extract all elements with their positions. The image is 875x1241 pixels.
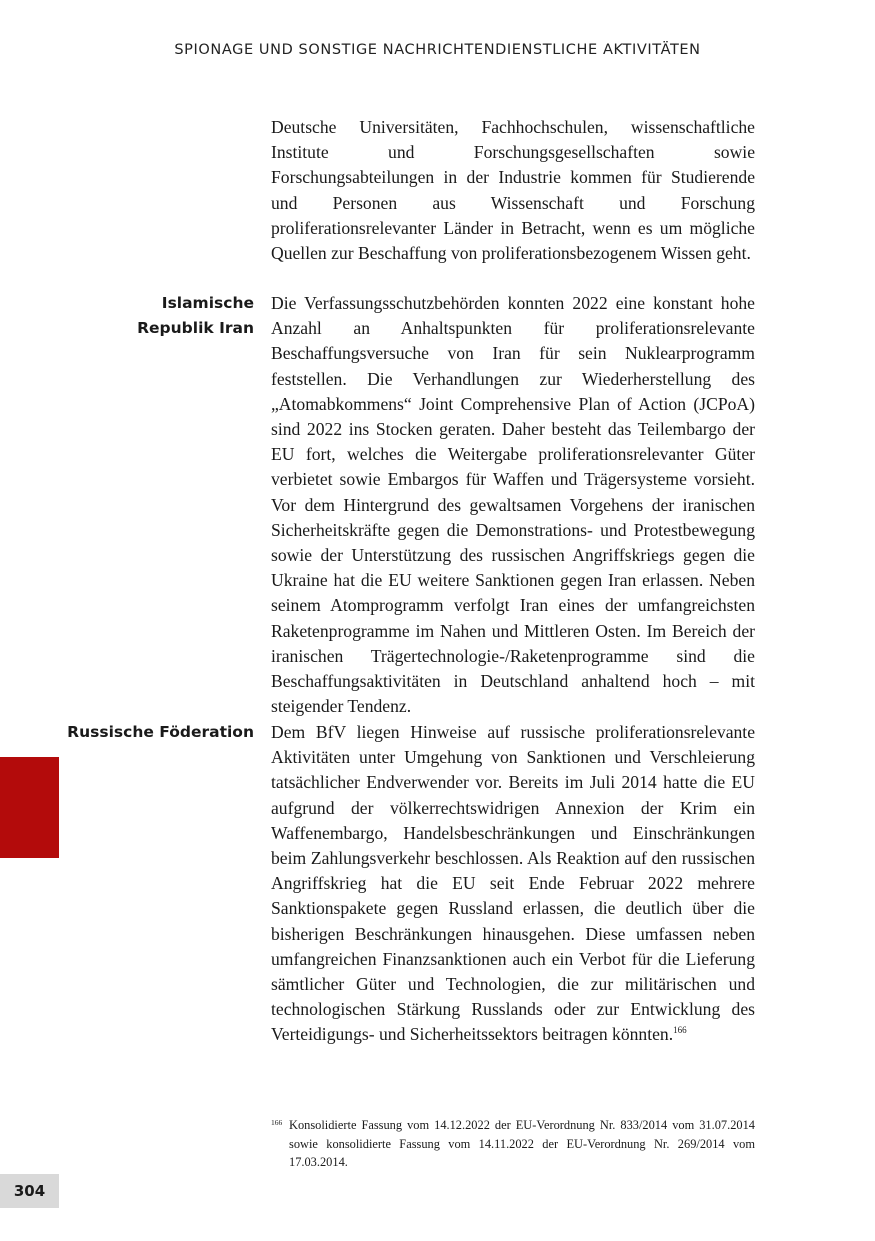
- section-heading-iran-line-2: Republik Iran: [137, 319, 254, 338]
- running-header: SPIONAGE UND SONSTIGE NACHRICHTENDIENSTLICHE AKTIVITÄTEN: [174, 42, 701, 58]
- iran-paragraph: Die Verfassungsschutzbehörden konnten 2022 eine konstant hohe Anzahl an Anhaltspunkten für proliferationsrelevante Beschaffungsversuche von Iran für sein Nuklearprogramm feststellen. Die Verhandlungen zur Wiederherstellung des „Atomabkommens“ Joint Comprehensive Plan of Action (JCPoA) sind 2022 ins Stocken geraten. Daher besteht das Teilembargo der EU fort, welches die Weitergabe proliferationsrelevanter Güter verbietet sowie Embargos für Waffen und Trägersysteme vorsieht. Vor dem Hintergrund des gewaltsamen Vorgehens der iranischen Sicherheitskräfte gegen die Demonstrations- und Protestbewegung sowie der Unterstützung des russischen Angriffskriegs gegen die Ukraine hat die EU weitere Sanktionen gegen Iran erlassen. Neben seinem Atomprogramm verfolgt Iran eines der umfangreichsten Raketenprogramme im Nahen und Mittleren Osten. Im Bereich der iranischen Trägertechnologie-/Raketenprogramme sind die Beschaffungsaktivitäten in Deutschland anhaltend hoch – mit steigender Tendenz.: [271, 293, 755, 717]
- section-heading-russia-line-1: Russische Föderation: [67, 723, 254, 741]
- chapter-marker: [0, 757, 59, 858]
- footnote-reference[interactable]: 166: [673, 1025, 687, 1036]
- section-heading-iran: [137, 291, 254, 341]
- section-heading-russia: [67, 720, 254, 745]
- section-heading-iran-line-1: Islamische: [161, 294, 254, 312]
- intro-paragraph: Deutsche Universitäten, Fachhochschulen, wissenschaftliche Institute und Forschungsgesellschaften sowie Forschungsabteilungen in der Industrie kommen für Studierende und Personen aus Wissenschaft und Forschung proliferationsrelevanter Länder in Betracht, wenn es um mögliche Quellen zur Beschaffung von proliferationsbezogenem Wissen geht.: [271, 117, 755, 264]
- page-number: 304: [0, 1174, 59, 1208]
- russia-paragraph: [271, 720, 755, 1048]
- footnote-text: Konsolidierte Fassung vom 14.12.2022 der EU-Verordnung Nr. 833/2014 vom 31.07.2014 sowie konsolidierte Fassung vom 14.11.2022 der EU-Verordnung Nr. 269/2014 vom 17.03.2014.: [289, 1118, 755, 1169]
- footnote-number: 166: [271, 1118, 283, 1127]
- footnote: [271, 1116, 755, 1172]
- russia-paragraph-text: Dem BfV liegen Hinweise auf russische proliferationsrelevante Aktivitäten unter Umgehung von Sanktionen und Verschleierung tatsächlicher Endverwender vor. Bereits im Juli 2014 hatte die EU aufgrund der völkerrechtswidrigen Annexion der Krim ein Waffenembargo, Handelsbeschränkungen und Einschränkungen beim Zahlungsverkehr beschlossen. Als Reaktion auf den russischen Angriffskrieg hat die EU seit Ende Februar 2022 mehrere Sanktionspakete gegen Russland erlassen, die deutlich über die bisherigen Beschränkungen hinausgehen. Diese umfassen neben umfangreichen Finanzsanktionen auch ein Verbot für die Lieferung sämtlicher Güter und Technologien, die zur militärischen und technologischen Stärkung Russlands oder zur Entwicklung des Verteidigungs- und Sicherheitssektors beitragen könnten.: [271, 722, 755, 1045]
